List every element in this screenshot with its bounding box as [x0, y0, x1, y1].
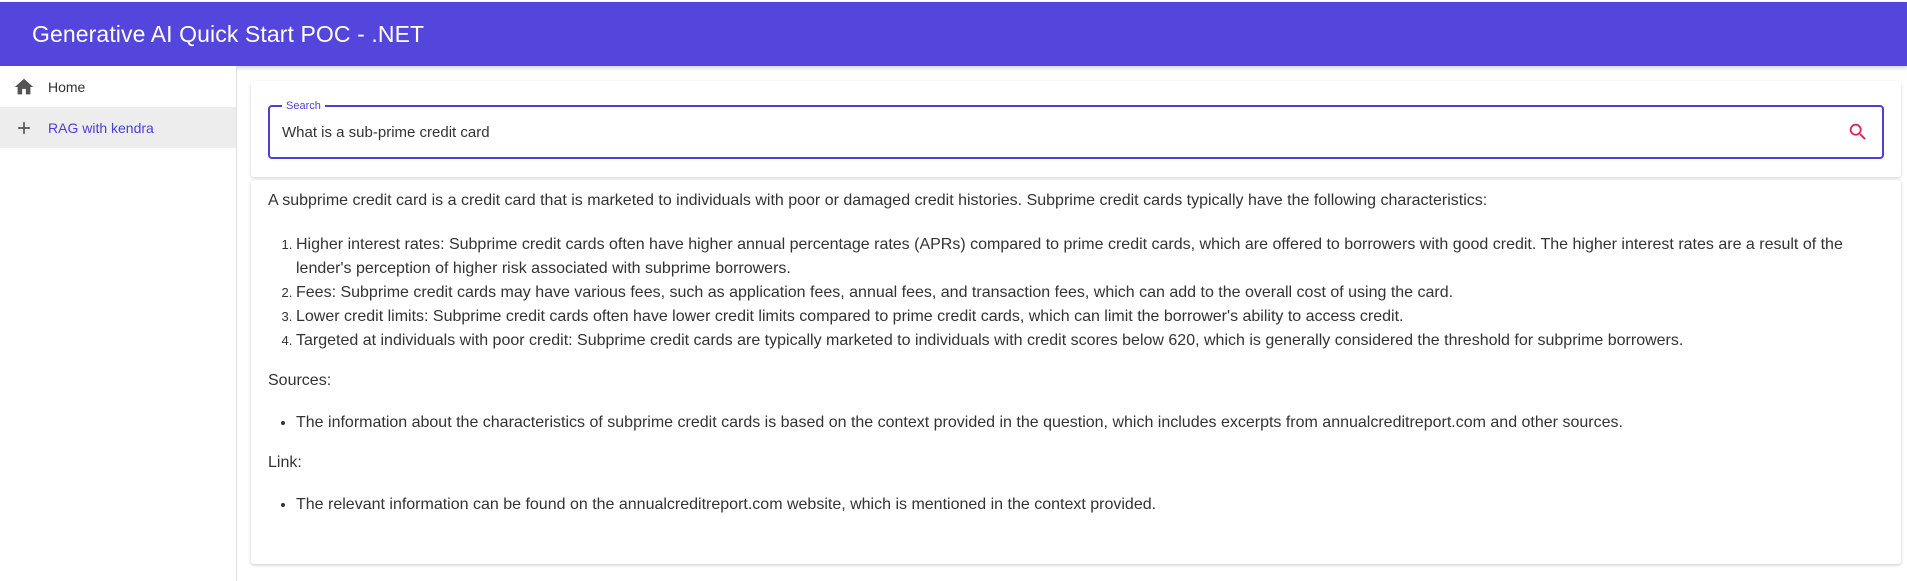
search-icon[interactable]: [1846, 120, 1870, 144]
links-list: [268, 493, 1884, 517]
search-field: [268, 100, 1884, 159]
list-item: 4. Targeted at individuals with poor credit: Subprime credit cards are typically marketed to individuals with credit scores below 620, which is generally considered the threshold for subprime borrowers.: [296, 329, 1884, 353]
plus-icon: [13, 117, 35, 139]
search-card: [251, 81, 1901, 177]
sidebar-item-home[interactable]: [0, 66, 236, 107]
sources-list: [268, 411, 1884, 435]
list-item: 2. Fees: Subprime credit cards may have various fees, such as application fees, annual fees, and transaction fees, which can add to the overall cost of using the card.: [296, 281, 1884, 305]
search-input[interactable]: [282, 107, 1822, 157]
app-bar: [0, 2, 1907, 66]
list-item: 3. Lower credit limits: Subprime credit cards often have lower credit limits compared to prime credit cards, which can limit the borrower's ability to access credit.: [296, 305, 1884, 329]
answer-card: [251, 180, 1901, 564]
sidebar-item-label: Home: [48, 78, 86, 95]
home-icon: [13, 76, 35, 98]
sidebar-item-rag-with-kendra[interactable]: [0, 107, 236, 148]
list-item: • The information about the characteristics of subprime credit cards is based on the context provided in the question, which includes excerpts from annualcreditreport.com and other sources.: [296, 411, 1884, 435]
sidebar: [0, 66, 237, 581]
sidebar-item-label: RAG with kendra: [48, 119, 154, 136]
main-content: [251, 81, 1901, 564]
list-item: • The relevant information can be found on the annualcreditreport.com website, which is mentioned in the context provided.: [296, 493, 1884, 517]
list-item: 1. Higher interest rates: Subprime credit cards often have higher annual percentage rates (APRs) compared to prime credit cards, which are offered to borrowers with good credit. The higher interest rates are a result of the lender's perception of higher risk associated with subprime borrowers.: [296, 233, 1884, 281]
link-label: Link:: [268, 454, 302, 471]
sources-label: Sources:: [268, 372, 332, 389]
characteristics-list: [268, 233, 1884, 353]
answer-intro: A subprime credit card is a credit card that is marketed to individuals with poor or damaged credit histories. Subprime credit cards typically have the following characteristics:: [268, 192, 1488, 209]
search-label: Search: [282, 99, 325, 113]
app-title: Generative AI Quick Start POC - .NET: [32, 20, 425, 47]
